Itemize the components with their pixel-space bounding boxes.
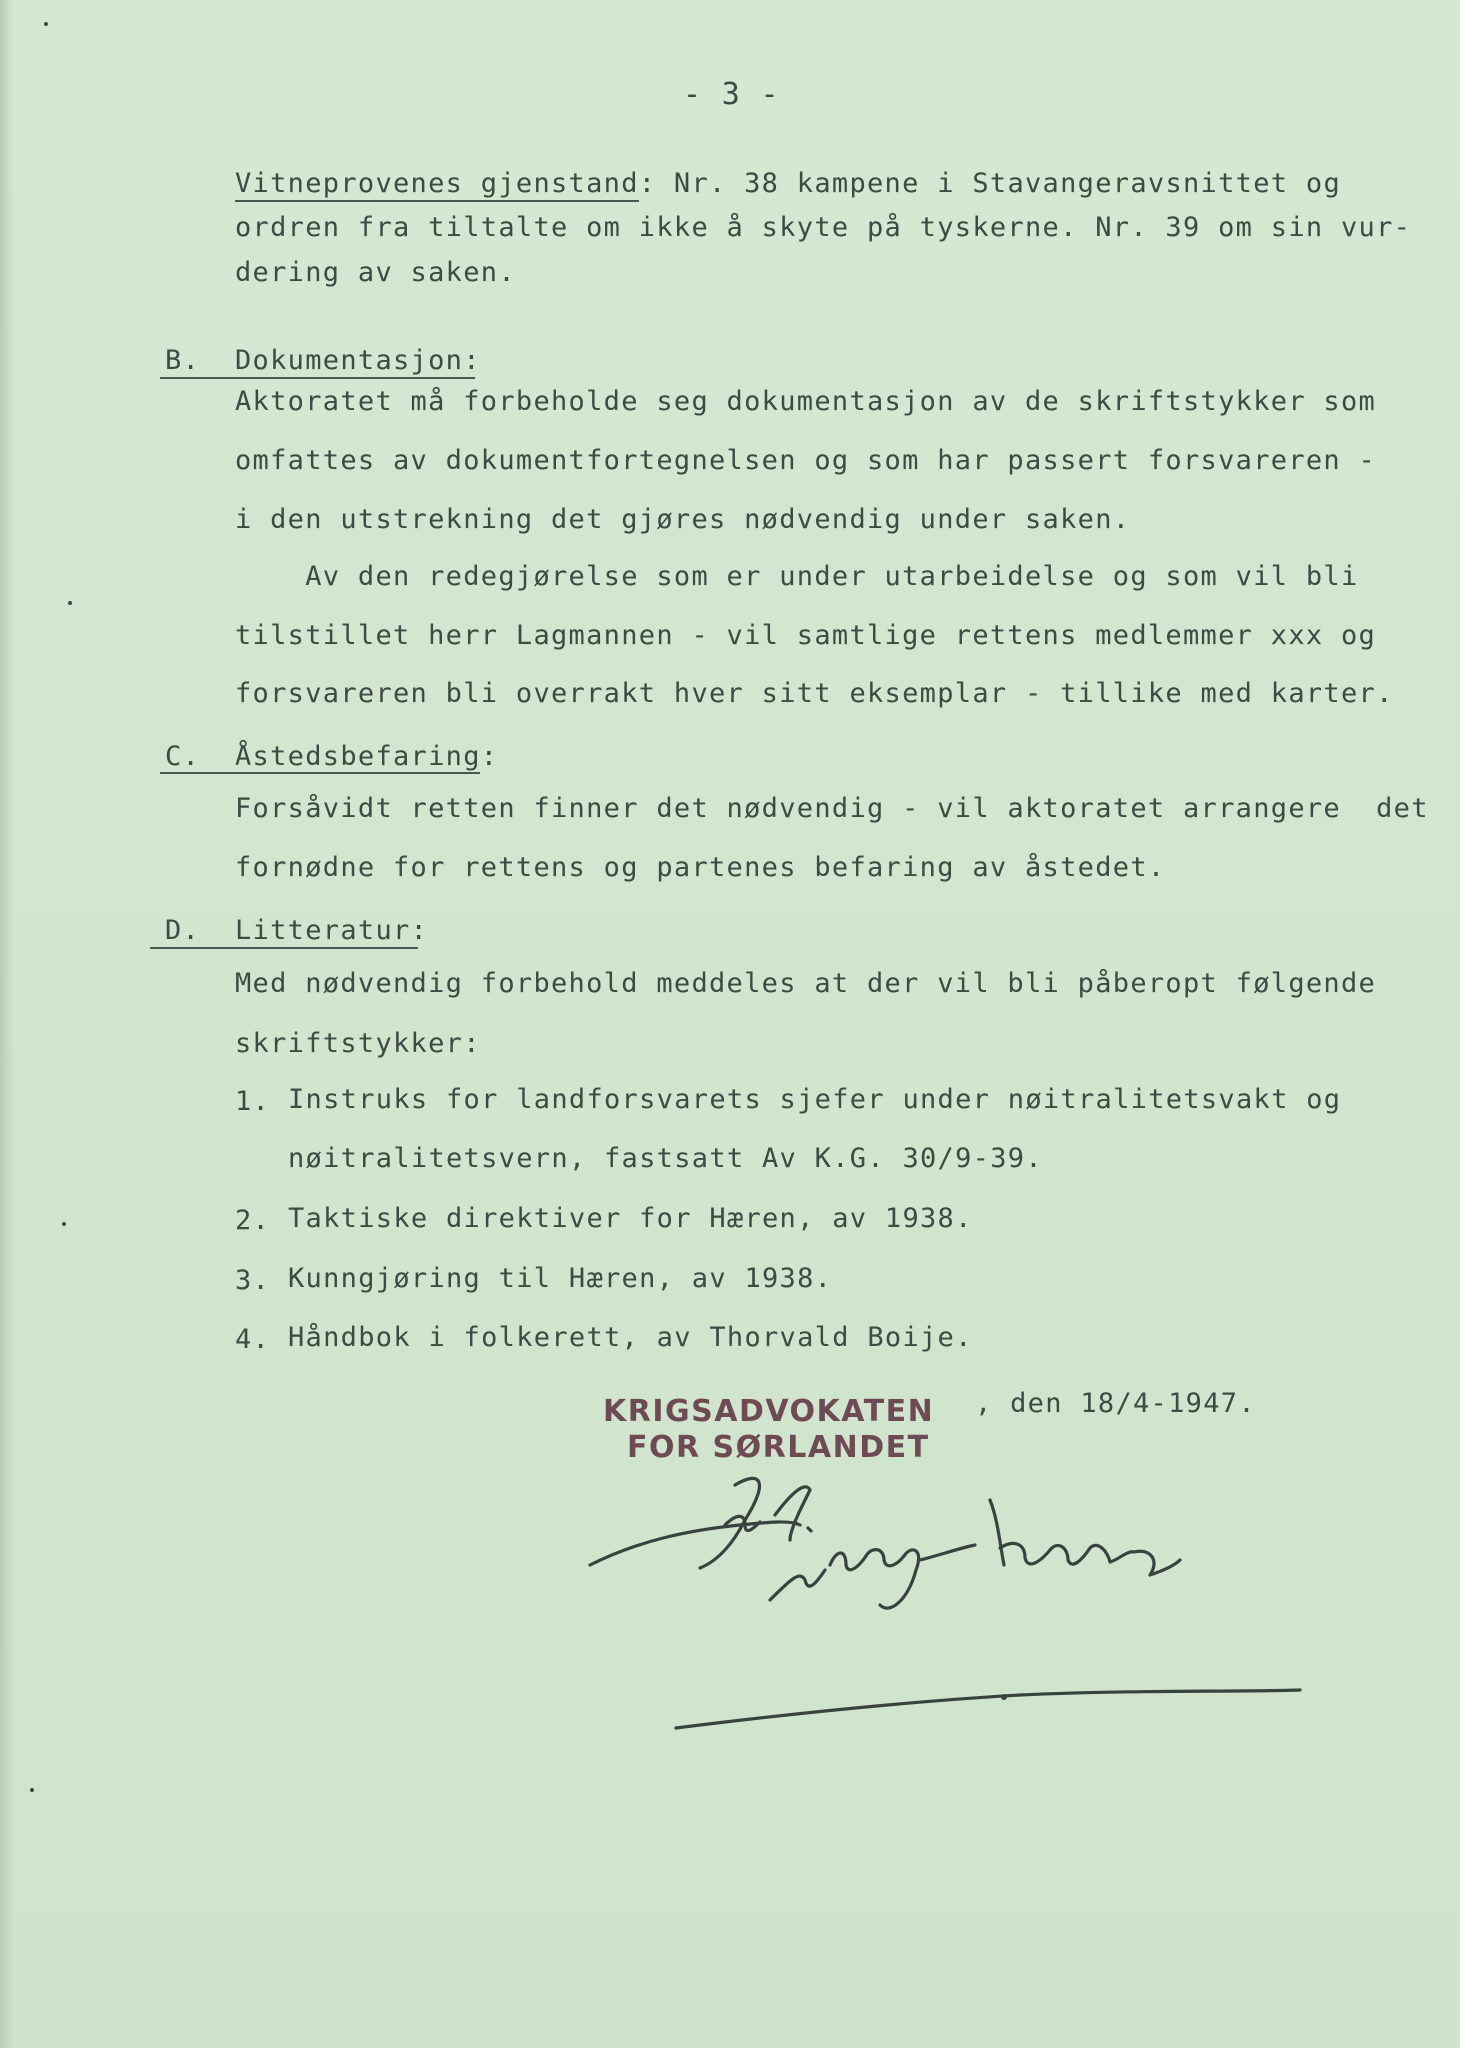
scan-speck [62, 1222, 66, 1226]
intro-line-1-text: : Nr. 38 kampene i Stavangeravsnittet og [638, 168, 1341, 199]
intro-line-2: ordren fra tiltalte om ikke å skyte på tyskerne. Nr. 39 om sin vur- [235, 212, 1412, 243]
stamp-line-2: FOR SØRLANDET [627, 1430, 930, 1465]
intro-label: Vitneprovenes gjenstand [235, 168, 639, 202]
section-d-heading: Litteratur: [235, 915, 429, 946]
section-b-line-4: Av den redegjørelse som er under utarbeidelse og som vil bli [235, 561, 1359, 592]
page-number: - 3 - [683, 77, 780, 112]
section-d-line-1: Med nødvendig forbehold meddeles at der vil bli påberopt følgende [235, 968, 1377, 999]
scan-speck [44, 22, 48, 26]
literature-item-1-line-2: nøitralitetsvern, fastsatt Av K.G. 30/9-39. [288, 1143, 1043, 1174]
literature-item-1-number: 1. [235, 1086, 271, 1117]
date-line: , den 18/4-1947. [975, 1388, 1256, 1419]
scan-speck [68, 601, 72, 605]
section-c-heading: Åstedsbefaring: [235, 741, 499, 772]
section-b-line-5: tilstillet herr Lagmannen - vil samtlige rettens medlemmer xxx og [235, 620, 1377, 651]
scan-speck [30, 1788, 34, 1792]
literature-item-4-number: 4. [235, 1324, 271, 1355]
section-b-line-1: Aktoratet må forbeholde seg dokumentasjon av de skriftstykker som [235, 386, 1377, 417]
section-d-letter: D. [165, 915, 201, 946]
section-c-line-1: Forsåvidt retten finner det nødvendig - vil aktoratet arrangere det [235, 793, 1429, 824]
section-d-line-2: skriftstykker: [235, 1028, 481, 1059]
literature-item-4-text: Håndbok i folkerett, av Thorvald Boije. [288, 1322, 973, 1353]
section-c-line-2: fornødne for rettens og partenes befaring av åstedet. [235, 852, 1166, 883]
literature-item-2-number: 2. [235, 1205, 271, 1236]
section-b-heading: Dokumentasjon: [235, 345, 481, 376]
section-b-line-2: omfattes av dokumentfortegnelsen og som har passert forsvareren - [235, 445, 1377, 476]
intro-line-3: dering av saken. [235, 257, 516, 288]
literature-item-3-text: Kunngjøring til Hæren, av 1938. [288, 1263, 833, 1294]
section-b-line-6: forsvareren bli overrakt hver sitt eksemplar - tillike med karter. [235, 678, 1394, 709]
section-b-line-3: i den utstrekning det gjøres nødvendig under saken. [235, 504, 1131, 535]
section-c-letter: C. [165, 741, 201, 772]
literature-item-3-number: 3. [235, 1265, 271, 1296]
literature-item-2-text: Taktiske direktiver for Hæren, av 1938. [288, 1203, 973, 1234]
section-b-letter: B. [165, 345, 201, 376]
literature-item-1-line-1: Instruks for landforsvarets sjefer under nøitralitetsvakt og [288, 1084, 1342, 1115]
stamp-line-1: KRIGSADVOKATEN [603, 1394, 935, 1429]
